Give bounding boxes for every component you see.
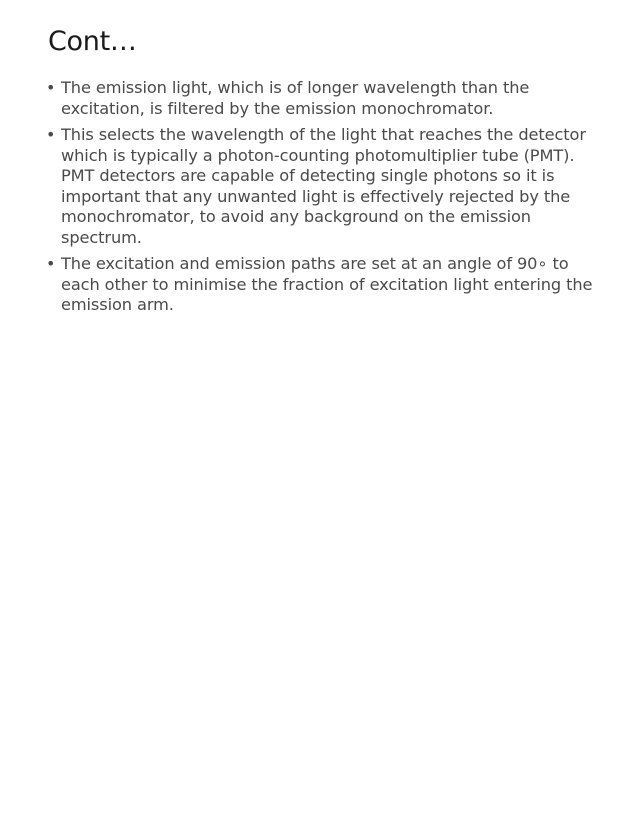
bullet-text: This selects the wavelength of the light that reaches the detector which is typically a photon-counting photomultiplier tube (PMT). PMT detectors are capable of detecting single photons so it is important that any unwanted light is effectively rejected by the monochromator, to avoid any background on the emission spectrum. [61, 125, 586, 247]
bullet-marker: • [46, 254, 56, 273]
bullet-text: The excitation and emission paths are set at an angle of 90∘ to each other to minimise the fraction of excitation light entering the emission arm. [61, 254, 593, 314]
bullet-item [46, 78, 598, 119]
bullet-marker: • [46, 125, 56, 144]
bullet-item [46, 254, 598, 316]
bullet-text: The emission light, which is of longer wavelength than the excitation, is filtered by the emission monochromator. [61, 78, 530, 118]
slide-title: Cont… [48, 26, 137, 57]
bullet-list [46, 78, 598, 322]
bullet-marker: • [46, 78, 56, 97]
bullet-item [46, 125, 598, 248]
